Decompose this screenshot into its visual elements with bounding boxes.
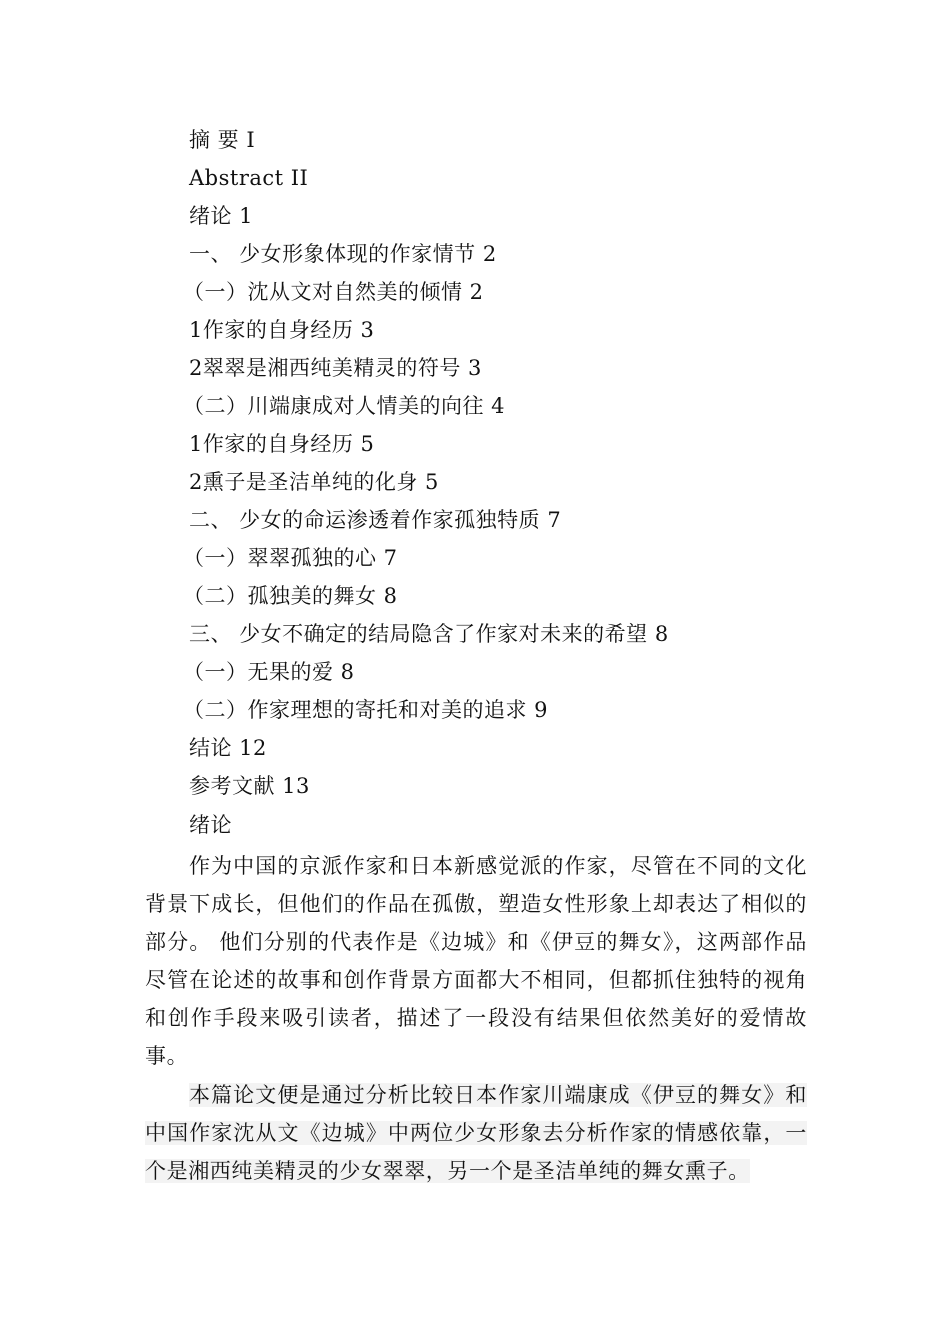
toc-entry[interactable]: Abstract II <box>189 166 309 190</box>
toc-entry[interactable]: 2熏子是圣洁单纯的化身 5 <box>189 470 439 494</box>
toc-entry[interactable]: （二）作家理想的寄托和对美的追求 9 <box>183 698 549 722</box>
toc-entry[interactable]: 2翠翠是湘西纯美精灵的符号 3 <box>189 356 482 380</box>
section-heading: 绪论 <box>189 813 232 837</box>
toc-entry[interactable]: 一、 少女形象体现的作家情节 2 <box>189 242 497 266</box>
toc-entry[interactable]: （二）孤独美的舞女 8 <box>183 584 398 608</box>
toc-entry[interactable]: 1作家的自身经历 3 <box>189 318 375 342</box>
toc-entry[interactable]: （一）沈从文对自然美的倾情 2 <box>183 280 484 304</box>
toc-entry[interactable]: （一）无果的爱 8 <box>183 660 355 684</box>
toc-entry[interactable]: 三、 少女不确定的结局隐含了作家对未来的希望 8 <box>189 622 669 646</box>
body-paragraph: 作为中国的京派作家和日本新感觉派的作家，尽管在不同的文化背景下成长，但他们的作品在孤傲，塑造女性形象上却表达了相似的部分。 他们分别的代表作是《边城》和《伊豆的舞女》，这两部作品尽管在论述的故事和创作背景方面都大不相同，但都抓住独特的视角和创作手段来吸引读者，描述了一段没有结果但依然美好的爱情故事。 <box>145 854 807 1068</box>
table-of-contents <box>183 124 669 808</box>
toc-entry[interactable]: 绪论 1 <box>189 204 254 228</box>
toc-entry[interactable]: 结论 12 <box>189 736 267 760</box>
highlighted-text: 本篇论文便是通过分析比较日本作家川端康成《伊豆的舞女》和中国作家沈从文《边城》中两位少女形象去分析作家的情感依靠，一个是湘西纯美精灵的少女翠翠，另一个是圣洁单纯的舞女熏子。 <box>145 1083 807 1183</box>
toc-entry[interactable]: （二）川端康成对人情美的向往 4 <box>183 394 506 418</box>
toc-entry[interactable]: 摘 要 I <box>189 128 256 152</box>
toc-entry[interactable]: 二、 少女的命运渗透着作家孤独特质 7 <box>189 508 562 532</box>
toc-entry[interactable]: （一）翠翠孤独的心 7 <box>183 546 398 570</box>
body-paragraph <box>145 1076 807 1190</box>
toc-entry[interactable]: 1作家的自身经历 5 <box>189 432 375 456</box>
toc-entry[interactable]: 参考文献 13 <box>189 774 310 798</box>
